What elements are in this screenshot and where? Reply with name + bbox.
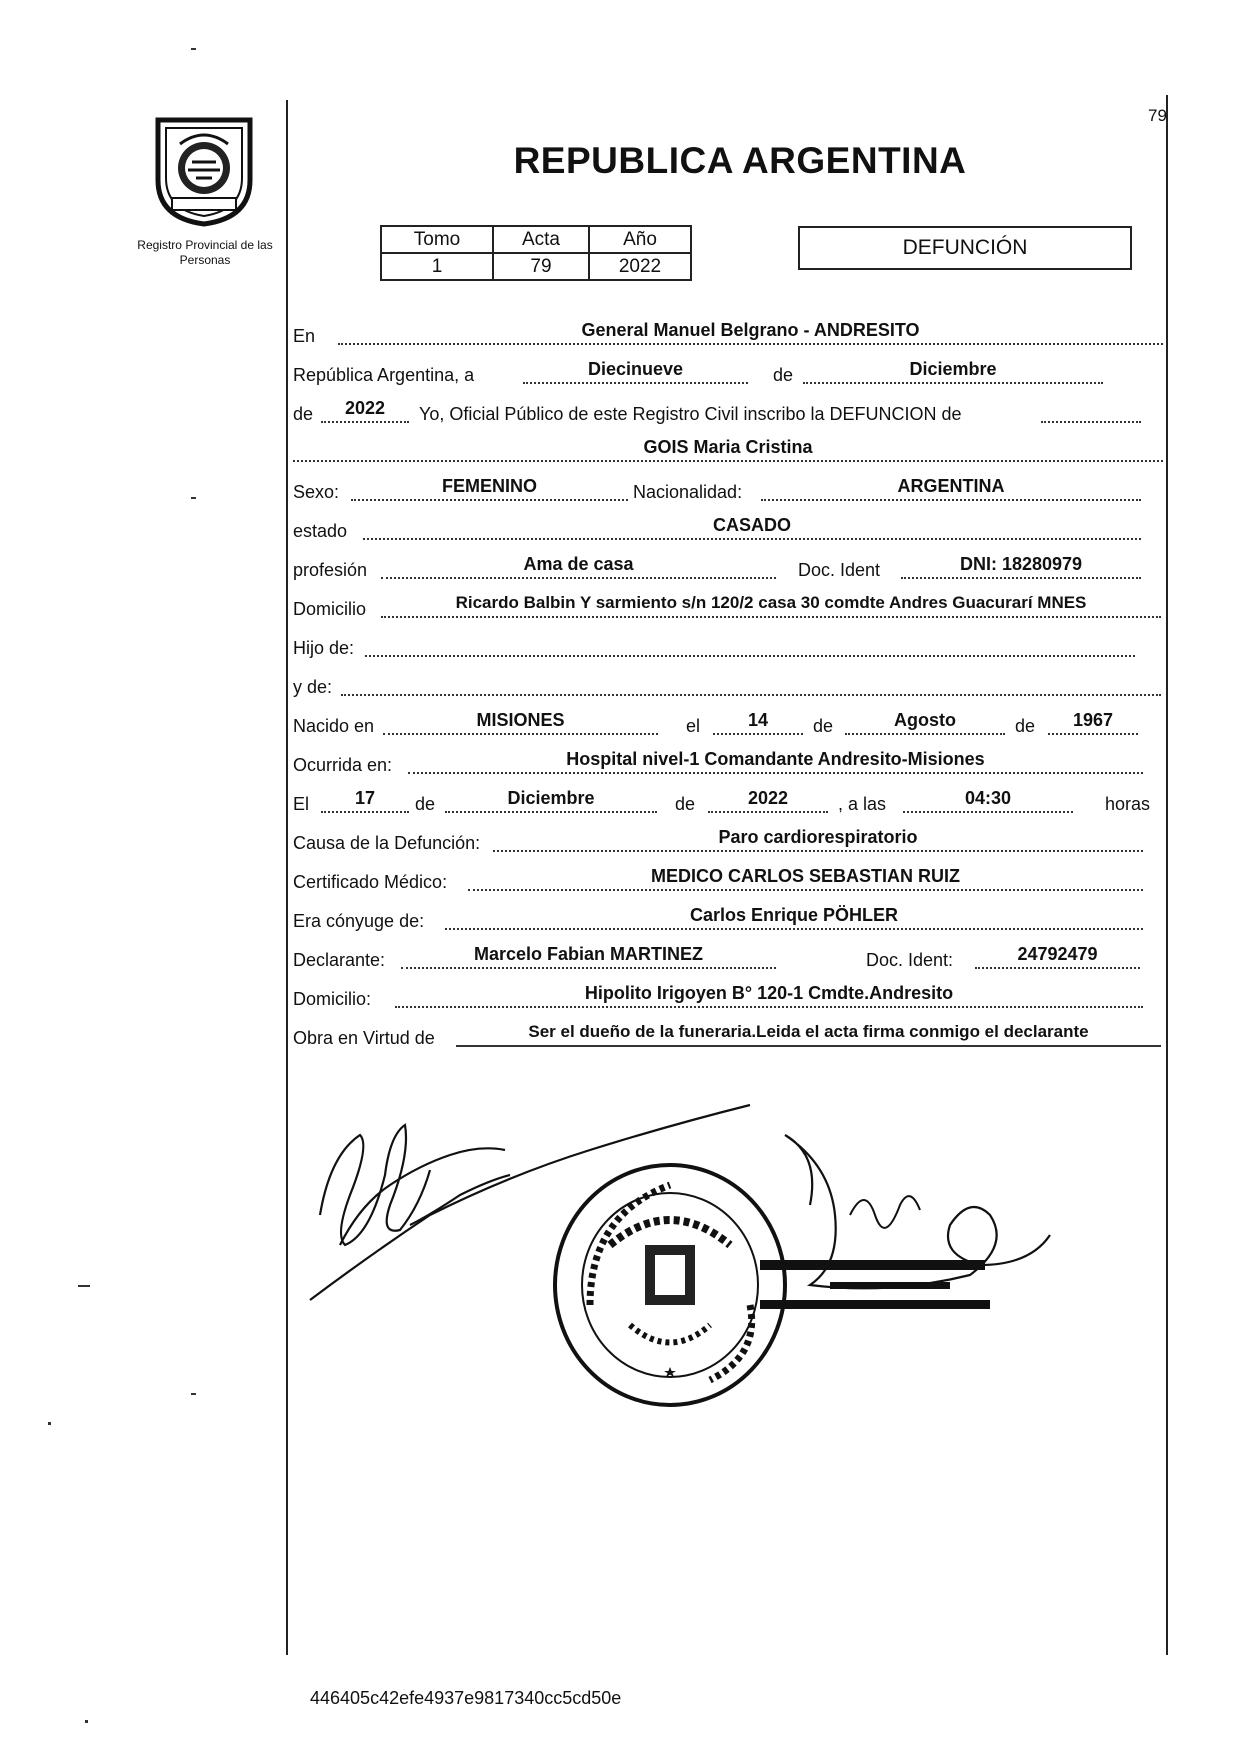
acta-value: 79	[493, 253, 589, 280]
row-fecha	[293, 357, 1163, 387]
row-certificado	[293, 864, 1163, 894]
row-inscribo	[293, 396, 1163, 426]
scan-speck	[191, 497, 196, 499]
birth-de2-label: de	[1015, 716, 1036, 736]
ocurrida-label: Ocurrida en:	[293, 755, 393, 775]
obra-label: Obra en Virtud de	[293, 1028, 435, 1048]
birth-year: 1967	[1048, 708, 1138, 735]
doc-value: DNI: 18280979	[901, 552, 1141, 579]
row-nacido	[293, 708, 1163, 738]
row-domicilio	[293, 591, 1163, 621]
deceased-name: GOIS Maria Cristina	[293, 435, 1163, 462]
document-hash: 446405c42efe4937e9817340cc5cd50e	[310, 1688, 622, 1708]
el2-label: El	[293, 794, 310, 814]
conyuge-label: Era cónyuge de:	[293, 911, 425, 931]
month-value: Diciembre	[803, 357, 1103, 384]
nacionalidad-value: ARGENTINA	[761, 474, 1141, 501]
row-obra	[293, 1020, 1163, 1050]
record-type-box: DEFUNCIÓN	[798, 226, 1132, 270]
scan-speck	[191, 1393, 196, 1395]
doc2-value: 24792479	[975, 942, 1140, 969]
causa-value: Paro cardiorespiratorio	[493, 825, 1143, 852]
scan-speck	[191, 48, 196, 50]
alas-label: , a las	[838, 794, 887, 814]
anio-header: Año	[589, 226, 691, 253]
hijo-label: Hijo de:	[293, 638, 355, 658]
row-sexo	[293, 474, 1163, 504]
scan-speck	[48, 1422, 51, 1425]
profesion-label: profesión	[293, 560, 368, 580]
day-value: Diecinueve	[523, 357, 748, 384]
birth-de-label: de	[813, 716, 834, 736]
conyuge-value: Carlos Enrique PÖHLER	[445, 903, 1143, 930]
page-title: REPUBLICA ARGENTINA	[513, 140, 967, 181]
estado-label: estado	[293, 521, 348, 541]
declarante-value: Marcelo Fabian MARTINEZ	[401, 942, 776, 969]
domicilio2-label: Domicilio:	[293, 989, 372, 1009]
sexo-label: Sexo:	[293, 482, 340, 502]
row-yde	[293, 669, 1163, 699]
doc2-label: Doc. Ident:	[866, 950, 954, 970]
row-causa	[293, 825, 1163, 855]
inscribo-blank	[1041, 396, 1141, 423]
de-year-label: de	[293, 404, 314, 424]
en-value: General Manuel Belgrano - ANDRESITO	[338, 318, 1163, 345]
nacido-label: Nacido en	[293, 716, 375, 736]
row-conyuge	[293, 903, 1163, 933]
death-de-label: de	[415, 794, 436, 814]
row-profesion	[293, 552, 1163, 582]
domicilio2-value: Hipolito Irigoyen B° 120-1 Cmdte.Andresito	[395, 981, 1143, 1008]
acta-header: Acta	[493, 226, 589, 253]
row-fecha-defuncion	[293, 786, 1163, 816]
right-margin-line	[1166, 95, 1168, 1655]
horas-label: horas	[1105, 794, 1151, 814]
birth-day: 14	[713, 708, 803, 735]
scan-speck	[78, 1285, 90, 1287]
scan-speck	[85, 1720, 88, 1723]
page-number: 79	[1148, 106, 1167, 125]
registry-label: Registro Provincial de las Personas	[137, 238, 273, 267]
de-label: de	[773, 365, 794, 385]
death-day: 17	[321, 786, 409, 813]
domicilio-value: Ricardo Balbin Y sarmiento s/n 120/2 casa 30 comdte Andres Guacurarí MNES	[381, 591, 1161, 618]
death-year: 2022	[708, 786, 828, 813]
row-ocurrida	[293, 747, 1163, 777]
nacido-value: MISIONES	[383, 708, 658, 735]
hijo-blank	[365, 630, 1135, 657]
row-name	[293, 435, 1163, 465]
causa-label: Causa de la Defunción:	[293, 833, 481, 853]
left-margin-line	[286, 100, 288, 1655]
signatures-area	[290, 1095, 1170, 1415]
registry-stamp	[555, 1165, 785, 1405]
obra-value: Ser el dueño de la funeraria.Leida el acta firma conmigo el declarante	[456, 1020, 1161, 1047]
estado-value: CASADO	[363, 513, 1141, 540]
death-de2-label: de	[675, 794, 696, 814]
death-time: 04:30	[903, 786, 1073, 813]
el-label: el	[686, 716, 701, 736]
row-estado	[293, 513, 1163, 543]
year-value: 2022	[321, 396, 409, 423]
domicilio-label: Domicilio	[293, 599, 367, 619]
row-hijo	[293, 630, 1163, 660]
birth-month: Agosto	[845, 708, 1005, 735]
anio-value: 2022	[589, 253, 691, 280]
inscribo-text: Yo, Oficial Público de este Registro Civil inscribo la DEFUNCION de	[419, 404, 962, 424]
republica-label: República Argentina, a	[293, 365, 475, 385]
nacionalidad-label: Nacionalidad:	[633, 482, 743, 502]
tomo-header: Tomo	[381, 226, 493, 253]
yde-label: y de:	[293, 677, 333, 697]
death-month: Diciembre	[445, 786, 657, 813]
row-declarante	[293, 942, 1163, 972]
declarante-label: Declarante:	[293, 950, 386, 970]
row-en	[293, 318, 1163, 348]
yde-blank	[341, 669, 1161, 696]
certificado-value: MEDICO CARLOS SEBASTIAN RUIZ	[468, 864, 1143, 891]
province-seal-logo	[150, 110, 258, 228]
ocurrida-value: Hospital nivel-1 Comandante Andresito-Misiones	[408, 747, 1143, 774]
doc-label: Doc. Ident	[798, 560, 881, 580]
tomo-acta-anio-table	[380, 225, 692, 281]
sexo-value: FEMENINO	[351, 474, 628, 501]
profesion-value: Ama de casa	[381, 552, 776, 579]
tomo-value: 1	[381, 253, 493, 280]
en-label: En	[293, 326, 316, 346]
official-signature	[760, 1135, 1050, 1309]
certificado-label: Certificado Médico:	[293, 872, 448, 892]
row-domicilio-declarante	[293, 981, 1163, 1011]
